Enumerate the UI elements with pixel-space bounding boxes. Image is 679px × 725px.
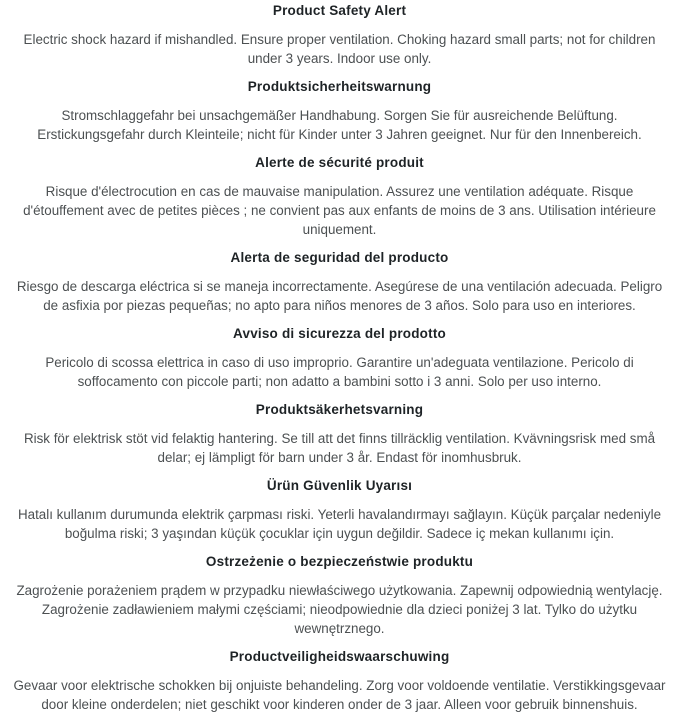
safety-heading-spanish: Alerta de seguridad del producto: [230, 250, 449, 265]
safety-section-dutch: [8, 649, 671, 714]
safety-heading-dutch: Productveiligheidswaarschuwing: [229, 649, 450, 664]
safety-heading-polish: Ostrzeżenie o bezpieczeństwie produktu: [205, 554, 474, 569]
safety-section-italian: [8, 326, 671, 391]
safety-body-polish: Zagrożenie porażeniem prądem w przypadku niewłaściwego użytkowania. Zapewnij odpowiednią wentylację. Zagrożenie zadławieniem małymi częściami; nieodpowiednie dla dzieci poniżej 3 lat. Tylko do użytku wewnętrznego.: [16, 583, 663, 636]
safety-section-spanish: [8, 250, 671, 315]
safety-section-german: [8, 79, 671, 144]
safety-heading-english: Product Safety Alert: [272, 3, 407, 18]
safety-section-english: [8, 3, 671, 68]
safety-body-italian: Pericolo di scossa elettrica in caso di uso improprio. Garantire un'adeguata ventilazione. Pericolo di soffocamento con piccole parti; non adatto a bambini sotto i 3 anni. Solo per uso interno.: [45, 355, 634, 389]
safety-section-polish: [8, 554, 671, 638]
safety-body-turkish: Hatalı kullanım durumunda elektrik çarpması riski. Yeterli havalandırmayı sağlayın. Küçük parçalar nedeniyle boğulma riski; 3 yaşından küçük çocuklar için uygun değildir. Sadece iç mekan kullanımı için.: [17, 507, 662, 541]
safety-body-english: Electric shock hazard if mishandled. Ensure proper ventilation. Choking hazard small parts; not for children under 3 years. Indoor use only.: [23, 32, 656, 66]
safety-section-french: [8, 155, 671, 239]
safety-heading-swedish: Produktsäkerhetsvarning: [255, 402, 424, 417]
safety-section-swedish: [8, 402, 671, 467]
safety-section-turkish: [8, 478, 671, 543]
safety-heading-italian: Avviso di sicurezza del prodotto: [233, 326, 446, 341]
safety-heading-french: Alerte de sécurité produit: [255, 155, 424, 170]
safety-heading-turkish: Ürün Güvenlik Uyarısı: [266, 478, 413, 493]
safety-body-swedish: Risk för elektrisk stöt vid felaktig hantering. Se till att det finns tillräcklig ventilation. Kvävningsrisk med små delar; ej lämpligt för barn under 3 år. Endast för inomhusbruk.: [23, 431, 656, 465]
safety-body-dutch: Gevaar voor elektrische schokken bij onjuiste behandeling. Zorg voor voldoende ventilatie. Verstikkingsgevaar door kleine onderdelen; niet geschikt voor kinderen onder de 3 jaar. Alleen voor gebruik binnenshuis.: [13, 678, 666, 712]
safety-heading-german: Produktsicherheitswarnung: [247, 79, 432, 94]
safety-body-french: Risque d'électrocution en cas de mauvaise manipulation. Assurez une ventilation adéquate. Risque d'étouffement avec de petites pièces ; ne convient pas aux enfants de moins de 3 ans. Utilisation intérieure uniquement.: [23, 184, 656, 237]
safety-body-german: Stromschlaggefahr bei unsachgemäßer Handhabung. Sorgen Sie für ausreichende Belüftung. Erstickungsgefahr durch Kleinteile; nicht für Kinder unter 3 Jahren geeignet. Nur für den Innenbereich.: [37, 108, 642, 142]
safety-body-spanish: Riesgo de descarga eléctrica si se maneja incorrectamente. Asegúrese de una ventilación adecuada. Peligro de asfixia por piezas pequeñas; no apto para niños menores de 3 años. Solo para uso en interiores.: [16, 279, 663, 313]
